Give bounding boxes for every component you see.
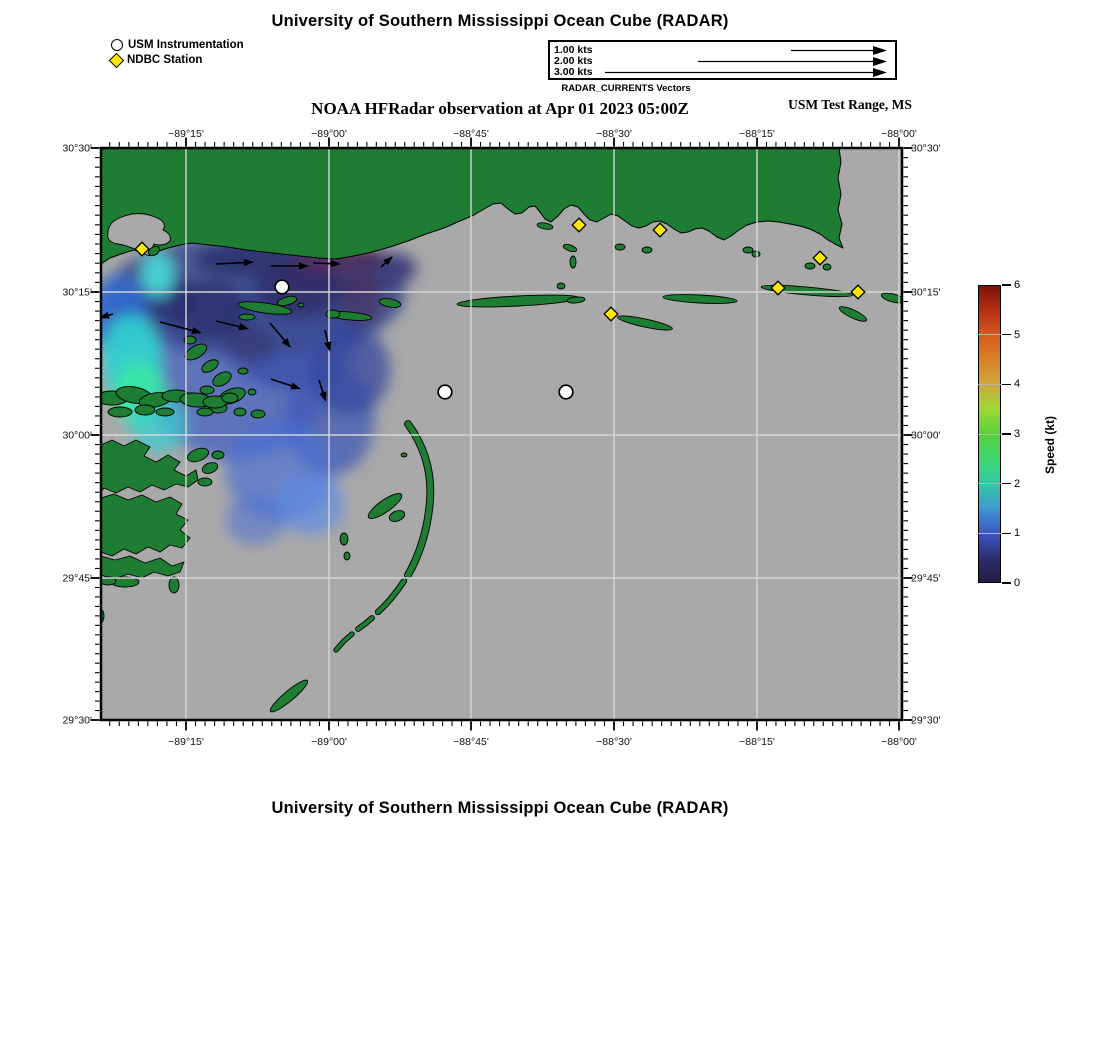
usm-instrument-marker <box>275 280 289 294</box>
colorbar-tick-label: 3 <box>1014 427 1021 440</box>
y-axis-label: 30°15' <box>62 286 92 299</box>
speed-field-blob <box>310 325 390 415</box>
figure-title-top: University of Southern Mississippi Ocean Cube (RADAR) <box>271 12 729 30</box>
y-axis-label: 30°30' <box>911 142 941 155</box>
island <box>212 451 224 459</box>
x-axis-label: −88°45' <box>453 128 489 140</box>
colorbar-tick-label: 0 <box>1014 576 1021 589</box>
island <box>197 408 213 416</box>
island <box>557 283 565 289</box>
x-axis-label: −89°00' <box>311 736 347 748</box>
x-axis-label: −89°15' <box>168 736 204 748</box>
island <box>251 410 265 418</box>
colorbar-gridline <box>978 334 1002 335</box>
y-axis-label: 29°30' <box>62 714 92 727</box>
marsh-island <box>101 494 190 556</box>
island <box>234 408 246 416</box>
usm-instrument-marker <box>559 385 573 399</box>
island <box>615 244 625 250</box>
colorbar-tick <box>1002 284 1011 286</box>
colorbar-tick-label: 5 <box>1014 328 1021 341</box>
island <box>570 256 576 268</box>
speed-field-blob <box>275 475 345 535</box>
island <box>326 310 340 318</box>
colorbar-tick <box>1002 384 1011 386</box>
x-axis-label: −88°45' <box>453 736 489 748</box>
island <box>239 314 255 320</box>
x-axis-label: −88°15' <box>739 736 775 748</box>
y-axis-label: 29°30' <box>911 714 941 727</box>
colorbar-gridline <box>978 434 1002 435</box>
island <box>642 247 652 253</box>
legend-label-ndbc: NDBC Station <box>127 54 203 66</box>
y-axis-label: 30°00' <box>62 429 92 442</box>
island <box>198 478 212 486</box>
island <box>401 453 407 457</box>
colorbar-gridline <box>978 384 1002 385</box>
vector-key-label-1: 1.00 kts <box>554 44 593 56</box>
colorbar-tick-label: 2 <box>1014 477 1021 490</box>
speed-field-blob <box>142 253 174 297</box>
colorbar-tick <box>1002 433 1011 435</box>
x-axis-label: −88°00' <box>881 128 917 140</box>
y-axis-label: 29°45' <box>911 572 941 585</box>
speed-field-blob <box>225 327 275 363</box>
test-range-label: USM Test Range, MS <box>788 97 912 112</box>
island <box>823 264 831 270</box>
y-axis-label: 30°30' <box>62 142 92 155</box>
colorbar-gridline <box>978 483 1002 484</box>
colorbar-tick-label: 4 <box>1014 378 1021 391</box>
island <box>222 393 238 403</box>
figure-title-bottom: University of Southern Mississippi Ocean Cube (RADAR) <box>271 799 729 817</box>
island <box>340 533 348 545</box>
y-axis-label: 30°15' <box>911 286 941 299</box>
y-axis-label: 30°00' <box>911 429 941 442</box>
vector-key-caption: RADAR_CURRENTS Vectors <box>561 83 691 94</box>
map-subtitle: NOAA HFRadar observation at Apr 01 2023 05:00Z <box>311 99 689 118</box>
current-vector-shaft <box>313 263 331 264</box>
x-axis-label: −88°30' <box>596 736 632 748</box>
colorbar-tick <box>1002 483 1011 485</box>
vector-key-label-2: 2.00 kts <box>554 55 593 67</box>
island <box>248 389 256 395</box>
speed-field-blob <box>225 495 285 545</box>
legend-label-usm: USM Instrumentation <box>128 39 244 51</box>
usm-instrument-marker <box>438 385 452 399</box>
island <box>200 386 214 394</box>
colorbar-tick <box>1002 334 1011 336</box>
island <box>298 303 304 307</box>
y-axis-label: 29°45' <box>62 572 92 585</box>
island <box>169 577 179 593</box>
colorbar-tick <box>1002 582 1011 584</box>
island <box>752 251 760 257</box>
island <box>344 552 350 560</box>
x-axis-label: −89°00' <box>311 128 347 140</box>
colorbar-tick <box>1002 533 1011 535</box>
colorbar-tick-label: 6 <box>1014 278 1021 291</box>
colorbar-tick-label: 1 <box>1014 527 1021 540</box>
island <box>238 368 248 374</box>
x-axis-label: −88°00' <box>881 736 917 748</box>
island <box>108 407 132 417</box>
island <box>743 247 753 253</box>
x-axis-label: −88°15' <box>739 128 775 140</box>
colorbar-title: Speed (kt) <box>1043 415 1057 475</box>
island <box>805 263 815 269</box>
x-axis-label: −89°15' <box>168 128 204 140</box>
x-axis-label: −88°30' <box>596 128 632 140</box>
island <box>135 405 155 415</box>
vector-key-label-3: 3.00 kts <box>554 66 593 78</box>
island <box>156 408 174 416</box>
colorbar-gridline <box>978 533 1002 534</box>
